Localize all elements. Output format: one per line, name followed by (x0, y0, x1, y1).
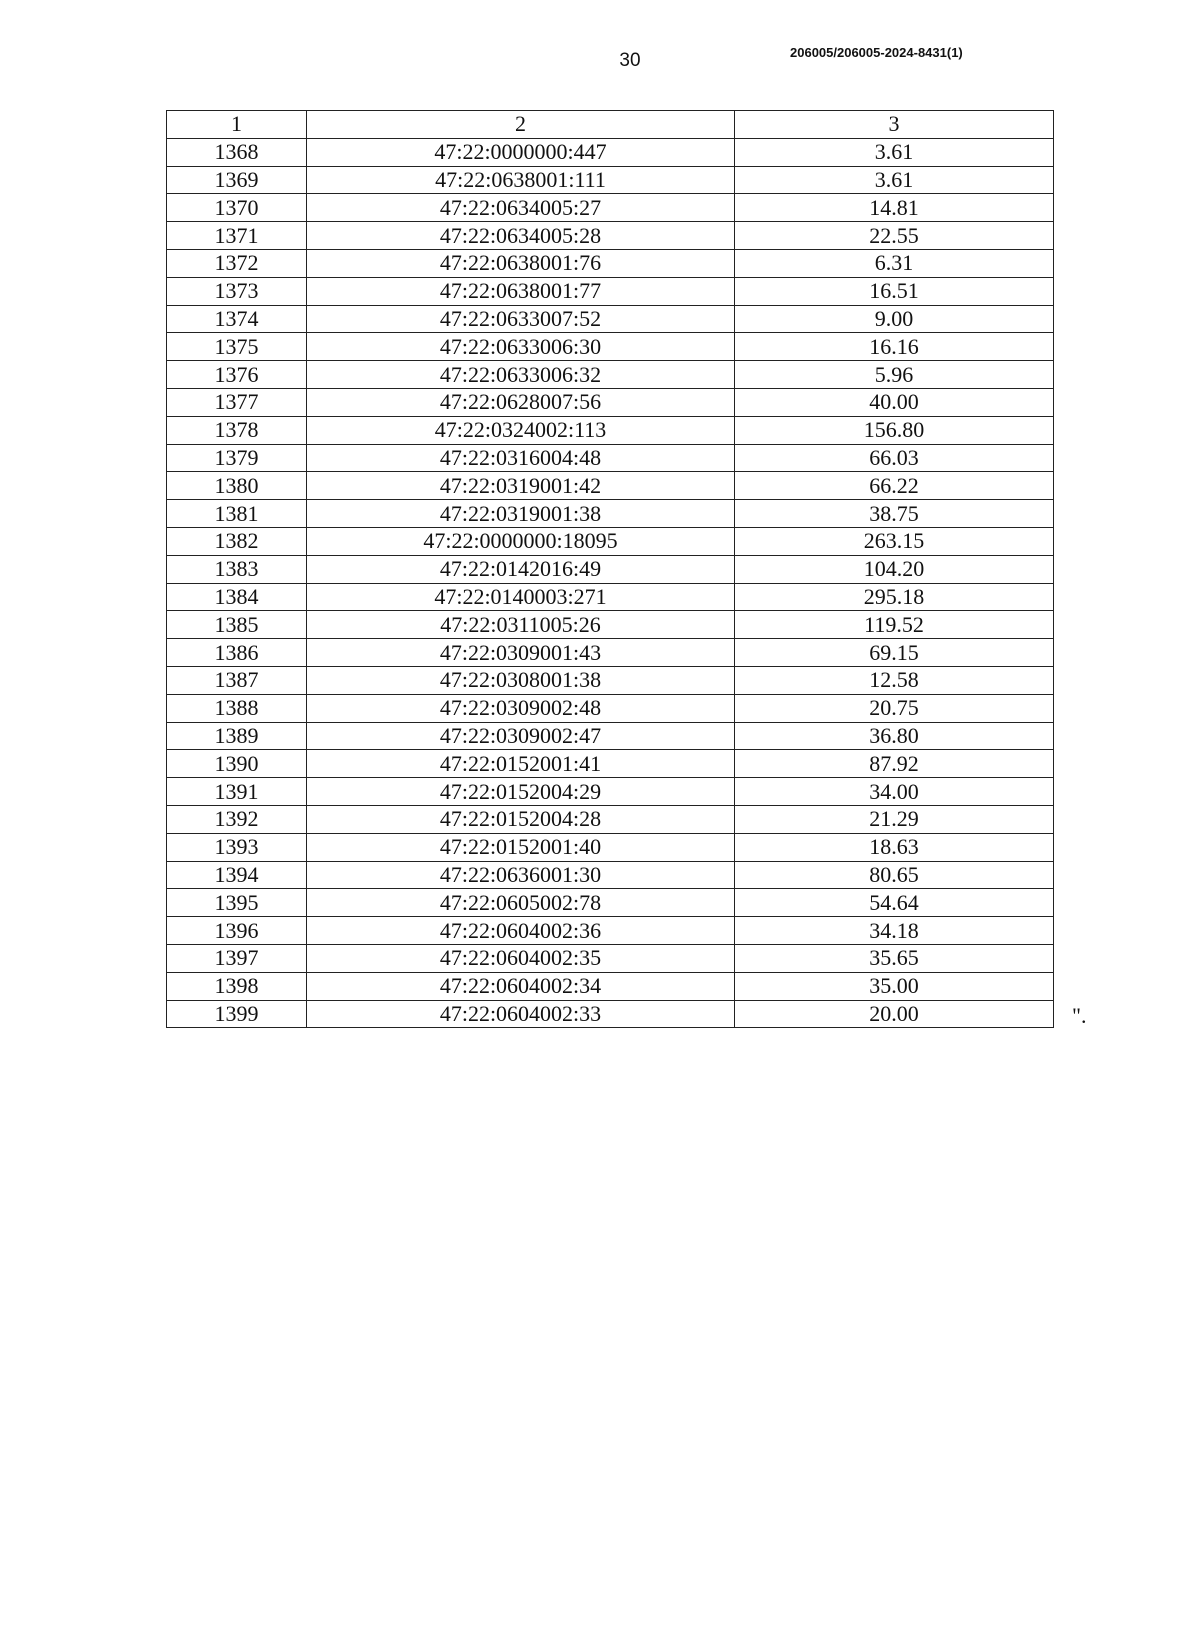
value-cell: 66.03 (735, 444, 1054, 472)
cadastral-number-cell: 47:22:0309002:47 (307, 722, 735, 750)
value-cell: 3.61 (735, 138, 1054, 166)
row-number-cell: 1369 (167, 166, 307, 194)
table-row (167, 305, 1054, 333)
row-number-cell: 1370 (167, 194, 307, 222)
table-row (167, 361, 1054, 389)
row-number-cell: 1376 (167, 361, 307, 389)
data-table (166, 110, 1054, 1028)
table-row (167, 666, 1054, 694)
table-row (167, 500, 1054, 528)
cadastral-number-cell: 47:22:0628007:56 (307, 388, 735, 416)
cadastral-number-cell: 47:22:0152001:41 (307, 750, 735, 778)
value-cell: 34.00 (735, 778, 1054, 806)
value-cell: 40.00 (735, 388, 1054, 416)
value-cell: 295.18 (735, 583, 1054, 611)
value-cell: 20.00 (735, 1000, 1054, 1028)
row-number-cell: 1387 (167, 666, 307, 694)
cadastral-number-cell: 47:22:0309002:48 (307, 694, 735, 722)
cadastral-number-cell: 47:22:0140003:271 (307, 583, 735, 611)
cadastral-number-cell: 47:22:0633006:30 (307, 333, 735, 361)
cadastral-number-cell: 47:22:0319001:38 (307, 500, 735, 528)
table-row (167, 583, 1054, 611)
cadastral-number-cell: 47:22:0636001:30 (307, 861, 735, 889)
value-cell: 3.61 (735, 166, 1054, 194)
cadastral-number-cell: 47:22:0604002:33 (307, 1000, 735, 1028)
value-cell: 263.15 (735, 527, 1054, 555)
row-number-cell: 1378 (167, 416, 307, 444)
cadastral-number-cell: 47:22:0638001:76 (307, 249, 735, 277)
row-number-cell: 1397 (167, 944, 307, 972)
table-row (167, 805, 1054, 833)
cadastral-number-cell: 47:22:0604002:36 (307, 917, 735, 945)
table-row (167, 527, 1054, 555)
row-number-cell: 1371 (167, 222, 307, 250)
cadastral-number-cell: 47:22:0316004:48 (307, 444, 735, 472)
row-number-cell: 1388 (167, 694, 307, 722)
row-number-cell: 1399 (167, 1000, 307, 1028)
cadastral-number-cell: 47:22:0319001:42 (307, 472, 735, 500)
table-row (167, 889, 1054, 917)
cadastral-number-cell: 47:22:0634005:27 (307, 194, 735, 222)
value-cell: 12.58 (735, 666, 1054, 694)
row-number-cell: 1377 (167, 388, 307, 416)
value-cell: 21.29 (735, 805, 1054, 833)
cadastral-number-cell: 47:22:0604002:35 (307, 944, 735, 972)
table-row (167, 444, 1054, 472)
row-number-cell: 1393 (167, 833, 307, 861)
value-cell: 35.00 (735, 972, 1054, 1000)
value-cell: 87.92 (735, 750, 1054, 778)
row-number-cell: 1386 (167, 639, 307, 667)
cadastral-number-cell: 47:22:0000000:447 (307, 138, 735, 166)
row-number-cell: 1389 (167, 722, 307, 750)
table-row (167, 694, 1054, 722)
row-number-cell: 1395 (167, 889, 307, 917)
cadastral-number-cell: 47:22:0152004:28 (307, 805, 735, 833)
cadastral-number-cell: 47:22:0634005:28 (307, 222, 735, 250)
row-number-cell: 1394 (167, 861, 307, 889)
value-cell: 14.81 (735, 194, 1054, 222)
value-cell: 20.75 (735, 694, 1054, 722)
value-cell: 119.52 (735, 611, 1054, 639)
value-cell: 80.65 (735, 861, 1054, 889)
table-row (167, 917, 1054, 945)
table-row (167, 944, 1054, 972)
cadastral-number-cell: 47:22:0142016:49 (307, 555, 735, 583)
table-row (167, 138, 1054, 166)
cadastral-number-cell: 47:22:0633007:52 (307, 305, 735, 333)
row-number-cell: 1375 (167, 333, 307, 361)
table-row (167, 722, 1054, 750)
row-number-cell: 1379 (167, 444, 307, 472)
cadastral-number-cell: 47:22:0311005:26 (307, 611, 735, 639)
table-row (167, 249, 1054, 277)
table-row (167, 555, 1054, 583)
table-row (167, 166, 1054, 194)
row-number-cell: 1373 (167, 277, 307, 305)
table-row (167, 1000, 1054, 1028)
table-row (167, 277, 1054, 305)
table-row (167, 972, 1054, 1000)
value-cell: 54.64 (735, 889, 1054, 917)
table-row (167, 472, 1054, 500)
cadastral-number-cell: 47:22:0152001:40 (307, 833, 735, 861)
table-row (167, 416, 1054, 444)
column-header: 2 (307, 111, 735, 139)
document-id: 206005/206005-2024-8431(1) (790, 45, 963, 60)
table-row (167, 750, 1054, 778)
row-number-cell: 1385 (167, 611, 307, 639)
row-number-cell: 1391 (167, 778, 307, 806)
cadastral-number-cell: 47:22:0308001:38 (307, 666, 735, 694)
value-cell: 34.18 (735, 917, 1054, 945)
value-cell: 66.22 (735, 472, 1054, 500)
value-cell: 16.51 (735, 277, 1054, 305)
cadastral-number-cell: 47:22:0324002:113 (307, 416, 735, 444)
cadastral-number-cell: 47:22:0605002:78 (307, 889, 735, 917)
cadastral-number-cell: 47:22:0309001:43 (307, 639, 735, 667)
cadastral-number-cell: 47:22:0638001:77 (307, 277, 735, 305)
row-number-cell: 1372 (167, 249, 307, 277)
value-cell: 18.63 (735, 833, 1054, 861)
table-body (167, 138, 1054, 1028)
row-number-cell: 1382 (167, 527, 307, 555)
value-cell: 69.15 (735, 639, 1054, 667)
column-header: 3 (735, 111, 1054, 139)
row-number-cell: 1384 (167, 583, 307, 611)
table-row (167, 833, 1054, 861)
table-row (167, 639, 1054, 667)
table-row (167, 778, 1054, 806)
row-number-cell: 1380 (167, 472, 307, 500)
value-cell: 5.96 (735, 361, 1054, 389)
cadastral-number-cell: 47:22:0638001:111 (307, 166, 735, 194)
value-cell: 36.80 (735, 722, 1054, 750)
value-cell: 156.80 (735, 416, 1054, 444)
value-cell: 16.16 (735, 333, 1054, 361)
cadastral-number-cell: 47:22:0604002:34 (307, 972, 735, 1000)
value-cell: 22.55 (735, 222, 1054, 250)
cadastral-number-cell: 47:22:0152004:29 (307, 778, 735, 806)
table-row (167, 194, 1054, 222)
table-row (167, 222, 1054, 250)
value-cell: 35.65 (735, 944, 1054, 972)
row-number-cell: 1368 (167, 138, 307, 166)
closing-quote-mark: ". (1072, 1003, 1087, 1028)
row-number-cell: 1392 (167, 805, 307, 833)
cadastral-number-cell: 47:22:0633006:32 (307, 361, 735, 389)
table-row (167, 333, 1054, 361)
table-row (167, 861, 1054, 889)
value-cell: 38.75 (735, 500, 1054, 528)
row-number-cell: 1383 (167, 555, 307, 583)
value-cell: 104.20 (735, 555, 1054, 583)
table-header-row (167, 111, 1054, 139)
column-header: 1 (167, 111, 307, 139)
row-number-cell: 1396 (167, 917, 307, 945)
value-cell: 6.31 (735, 249, 1054, 277)
row-number-cell: 1381 (167, 500, 307, 528)
row-number-cell: 1374 (167, 305, 307, 333)
row-number-cell: 1398 (167, 972, 307, 1000)
value-cell: 9.00 (735, 305, 1054, 333)
row-number-cell: 1390 (167, 750, 307, 778)
page-number: 30 (619, 50, 641, 71)
table-row (167, 388, 1054, 416)
cadastral-number-cell: 47:22:0000000:18095 (307, 527, 735, 555)
table-row (167, 611, 1054, 639)
